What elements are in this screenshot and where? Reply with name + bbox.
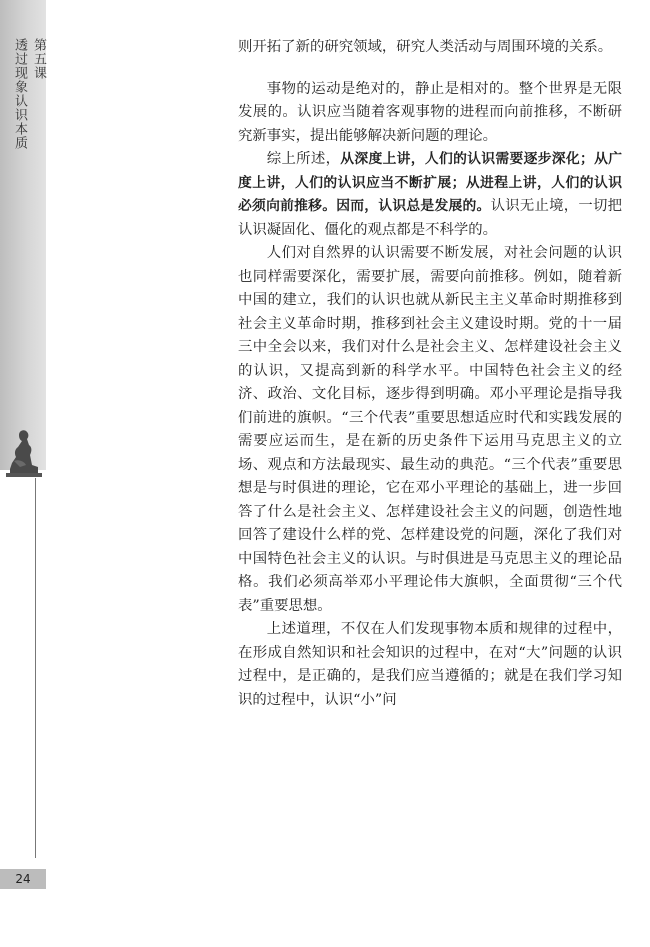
sidebar-lesson-title: 透过现象认识本质 — [12, 38, 27, 150]
chapter-sidebar — [0, 0, 46, 470]
sidebar-lesson-number: 第五课 — [31, 38, 46, 80]
paragraph-continued: 则开拓了新的研究领域，研究人类活动与周围环境的关系。 — [238, 39, 613, 55]
summary-bold-text: 从深度上讲，人们的认识需要逐步深化；从广度上讲，人们的认识应当不断扩展；从进程上讲，人们的认识必须向前推移。因而，认识总是发展的。 — [238, 151, 622, 214]
margin-rule — [35, 478, 36, 858]
thinker-statue-icon — [2, 425, 44, 477]
paragraph-summary — [238, 148, 622, 242]
paragraph-society: 人们对自然界的认识需要不断发展，对社会问题的认识也同样需要深化，需要扩展，需要向前推移。例如，随着新中国的建立，我们的认识也就从新民主主义革命时期推移到社会主义革命时期，推移到社会主义建设时期。党的十一届三中全会以来，我们对什么是社会主义、怎样建设社会主义的认识，又提高到新的科学水平。中国特色社会主义的经济、政治、文化目标，逐步得到明确。邓小平理论是指导我们前进的旗帜。“三个代表”重要思想适应时代和实践发展的需要应运而生，是在新的历史条件下运用马克思主义的立场、观点和方法最现实、最生动的典范。“三个代表”重要思想是与时俱进的理论，它在邓小平理论的基础上，进一步回答了什么是社会主义、怎样建设社会主义的问题，创造性地回答了建设什么样的党、怎样建设党的问题，深化了我们对中国特色社会主义的认识。与时俱进是马克思主义的理论品格。我们必须高举邓小平理论伟大旗帜，全面贯彻“三个代表”重要思想。 — [238, 245, 622, 614]
sidebar-chapter-title — [10, 38, 48, 150]
summary-intro: 综上所述， — [266, 151, 341, 167]
summary-rest: 认识无止境，一切把认识凝固化、僵化的观点都是不科学的。 — [238, 198, 622, 238]
paragraph-motion: 事物的运动是绝对的，静止是相对的。整个世界是无限发展的。认识应当随着客观事物的进程而向前推移，不断研究新事实，提出能够解决新问题的理论。 — [238, 80, 622, 144]
page-number: 24 — [0, 869, 46, 889]
paragraph-principle: 上述道理，不仅在人们发现事物本质和规律的过程中，在形成自然知识和社会知识的过程中，在对“大”问题的认识过程中，是正确的，是我们应当遵循的；就是在我们学习知识的过程中，认识“小”问 — [238, 621, 622, 708]
page-body — [238, 36, 622, 712]
